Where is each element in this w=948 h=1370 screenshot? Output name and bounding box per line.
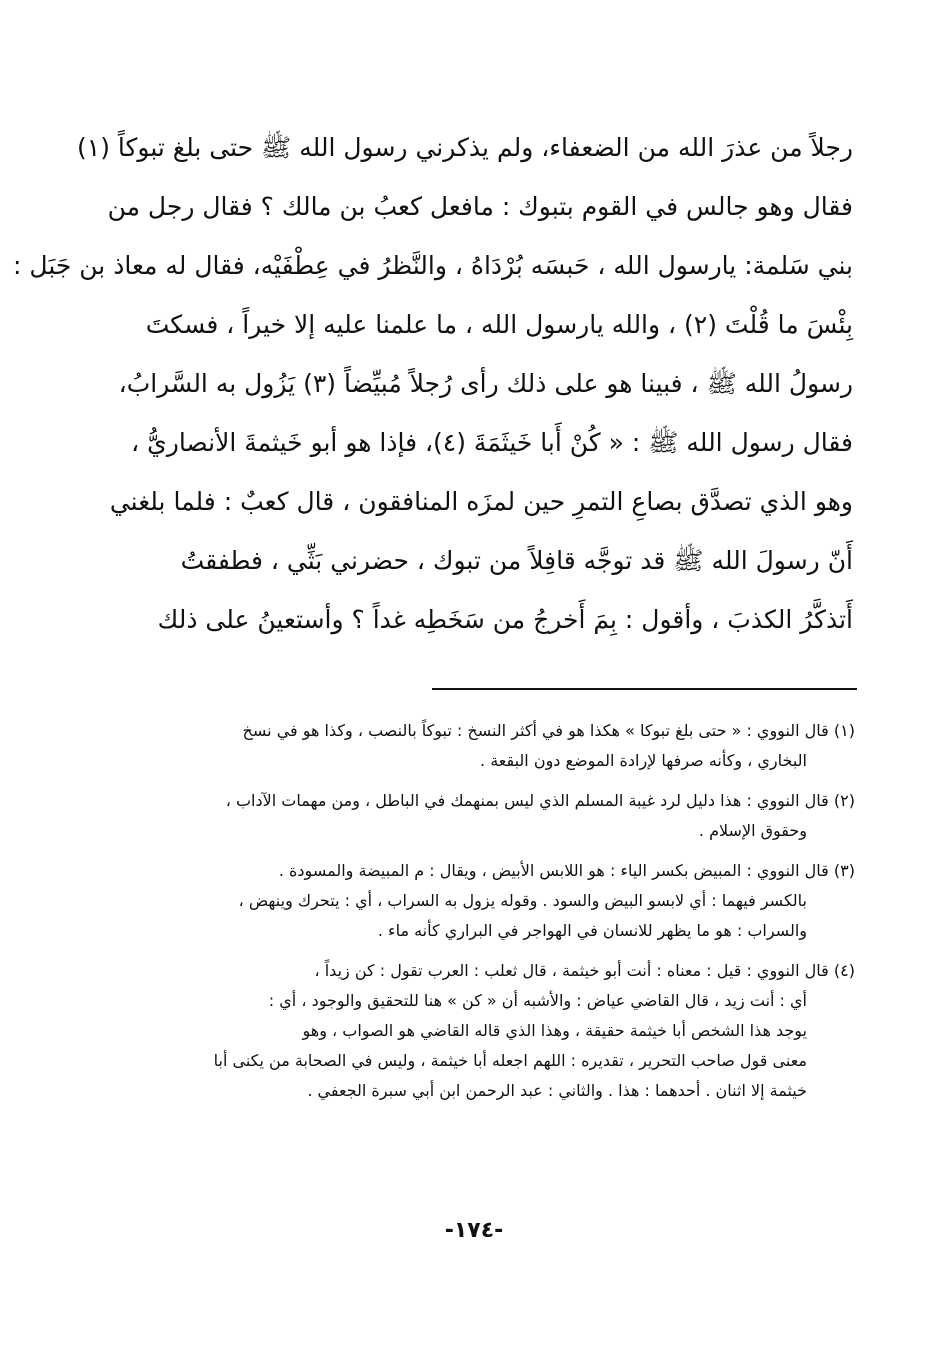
main-text: [13, 118, 853, 649]
footnotes: [110, 716, 855, 1116]
main-text-line: فقال رسول الله ﷺ : « كُنْ أَبا خَيثَمَةَ (٤)، فإذا هو أبو خَيثمةَ الأنصاريُّ ،: [131, 428, 853, 457]
main-text-line: أَتذكَّرُ الكذبَ ، وأقول : بِمَ أَخرجُ من سَخَطِه غداً ؟ وأستعينُ على ذلك: [157, 605, 853, 634]
main-text-line: أَنّ رسولَ الله ﷺ قد توجَّه قافِلاً من تبوك ، حضرني بَثِّي ، فطفقتُ: [180, 546, 853, 575]
footnote-line: (٣) قال النووي : المبيض بكسر الياء : هو اللابس الأبيض ، ويقال : م المبيضة والمسودة .: [278, 861, 855, 880]
main-text-line: بني سَلمة: يارسول الله ، حَبسَه بُرْدَاهُ ، والنَّظرُ في عِطْفَيْه، فقال له معاذ بن جَبَل :: [13, 251, 853, 280]
footnote-line: (٤) قال النووي : قيل : معناه : أنت أبو خيثمة ، قال ثعلب : العرب تقول : كن زيداً ،: [314, 961, 855, 980]
footnote-2: [110, 786, 855, 846]
footnote-line: يوجد هذا الشخص أبا خيثمة حقيقة ، وهذا الذي قاله القاضي هو الصواب ، وهو: [302, 1021, 807, 1040]
footnote-line: معنى قول صاحب التحرير ، تقديره : اللهم اجعله أبا خيثمة ، وليس في الصحابة من يكنى أبا: [213, 1051, 807, 1070]
footnote-line: أي : أنت زيد ، قال القاضي عياض : والأشبه أن « كن » هنا للتحقيق والوجود ، أي :: [268, 991, 807, 1010]
footnote-line: (١) قال النووي : « حتى بلغ تبوكا » هكذا هو في أكثر النسخ : تبوكاً بالنصب ، وكذا هو في نسخ: [242, 721, 855, 740]
footnote-divider: [432, 688, 857, 690]
page-number: -١٧٤-: [444, 1218, 504, 1243]
footnote-4: [110, 956, 855, 1106]
main-text-line: فقال وهو جالس في القوم بتبوك : مافعل كعبُ بن مالك ؟ فقال رجل من: [107, 192, 853, 221]
footnote-line: بالكسر فيهما : أي لابسو البيض والسود . وقوله يزول به السراب ، أي : يتحرك وينهض ،: [238, 891, 807, 910]
main-text-line: وهو الذي تصدَّق بصاعِ التمرِ حين لمزَه المنافقون ، قال كعبٌ : فلما بلغني: [109, 487, 853, 516]
footnote-1: [110, 716, 855, 776]
footnote-line: البخاري ، وكأنه صرفها لإرادة الموضع دون البقعة .: [480, 751, 807, 770]
main-text-line: رسولُ الله ﷺ ، فبينا هو على ذلك رأى رُجلاً مُبيِّضاً (٣) يَزُول به السَّرابُ،: [118, 369, 853, 398]
main-text-line: بِئْسَ ما قُلْتَ (٢) ، والله يارسول الله ، ما علمنا عليه إلا خيراً ، فسكتَ: [145, 310, 853, 339]
main-text-line: رجلاً من عذرَ الله من الضعفاء، ولم يذكرني رسول الله ﷺ حتى بلغ تبوكاً (١): [77, 133, 853, 162]
footnote-line: (٢) قال النووي : هذا دليل لرد غيبة المسلم الذي ليس بمنهمك في الباطل ، ومن مهمات الآداب ،: [225, 791, 855, 810]
footnote-3: [110, 856, 855, 946]
footnote-line: والسراب : هو ما يظهر للانسان في الهواجر في البراري كأنه ماء .: [377, 921, 807, 940]
footnote-line: وحقوق الإسلام .: [698, 821, 807, 840]
footnote-line: خيثمة إلا اثنان . أحدهما : هذا . والثاني : عبد الرحمن ابن أبي سبرة الجعفي .: [307, 1081, 807, 1100]
